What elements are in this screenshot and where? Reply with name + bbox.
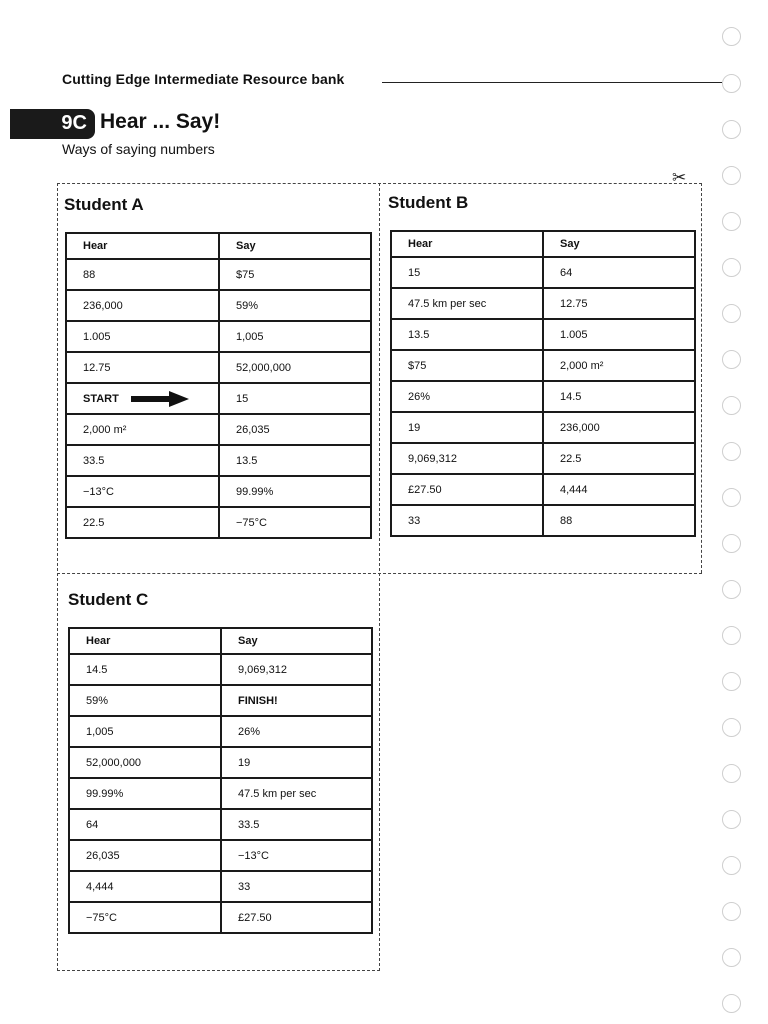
say-value: −75°C [236, 516, 268, 529]
binder-hole [722, 442, 741, 461]
table-row [69, 654, 372, 685]
hear-value: 33 [408, 514, 421, 527]
say-cell [543, 443, 695, 474]
say-cell [543, 319, 695, 350]
say-value: £27.50 [238, 911, 272, 924]
say-cell [221, 716, 372, 747]
hear-value: −13°C [83, 485, 115, 498]
binder-hole [722, 120, 741, 139]
binder-hole [722, 580, 741, 599]
hear-value: 19 [408, 421, 421, 434]
say-value: 99.99% [236, 485, 274, 498]
say-cell [219, 321, 371, 352]
say-value: 1,005 [236, 330, 264, 343]
hear-cell [391, 350, 543, 381]
hear-value: 12.75 [83, 361, 111, 374]
say-cell [219, 507, 371, 538]
say-cell [221, 654, 372, 685]
table-row [66, 445, 371, 476]
binder-hole [722, 994, 741, 1013]
say-value: 88 [560, 514, 573, 527]
hear-cell [391, 288, 543, 319]
say-value: 33 [238, 880, 251, 893]
binder-hole [722, 488, 741, 507]
binder-hole [722, 902, 741, 921]
hear-cell [66, 445, 219, 476]
table-row [66, 321, 371, 352]
say-value: 236,000 [560, 421, 600, 434]
hear-value: 59% [86, 694, 109, 707]
table-row [391, 412, 695, 443]
table-row [391, 288, 695, 319]
hear-value: 26,035 [86, 849, 120, 862]
hear-cell [69, 685, 221, 716]
say-value: 2,000 m² [560, 359, 604, 372]
say-value: 4,444 [560, 483, 588, 496]
binder-hole [722, 718, 741, 737]
say-cell [543, 412, 695, 443]
table-row [69, 778, 372, 809]
say-cell [221, 778, 372, 809]
hear-cell [391, 412, 543, 443]
hear-value: −75°C [86, 911, 118, 924]
hear-value: $75 [408, 359, 427, 372]
hear-value: 33.5 [83, 454, 105, 467]
say-value: 19 [238, 756, 251, 769]
table-row [66, 352, 371, 383]
say-value: $75 [236, 268, 255, 281]
table-row [66, 383, 371, 414]
hear-header: Hear [69, 628, 221, 654]
student-c-title: Student C [68, 590, 149, 609]
hear-cell [66, 321, 219, 352]
hear-value: 22.5 [83, 516, 105, 529]
hear-header: Hear [391, 231, 543, 257]
say-value: 26,035 [236, 423, 270, 436]
hear-value: START [83, 392, 119, 405]
hear-value: 13.5 [408, 328, 430, 341]
hear-value: 236,000 [83, 299, 123, 312]
table-row [69, 747, 372, 778]
binder-hole [722, 810, 741, 829]
hear-value: 4,444 [86, 880, 114, 893]
say-value: 59% [236, 299, 259, 312]
say-cell [219, 352, 371, 383]
table-row [69, 902, 372, 933]
hear-value: 88 [83, 268, 96, 281]
say-cell [543, 474, 695, 505]
hear-cell [66, 414, 219, 445]
hear-value: 2,000 m² [83, 423, 127, 436]
student-b-table [390, 230, 696, 537]
say-cell [221, 685, 372, 716]
binder-hole [722, 350, 741, 369]
say-cell [219, 414, 371, 445]
say-cell [219, 445, 371, 476]
cut-line-left [57, 183, 58, 971]
student-b-title: Student B [388, 193, 469, 212]
hear-cell [391, 381, 543, 412]
say-cell [221, 902, 372, 933]
hear-cell [391, 505, 543, 536]
binder-hole [722, 27, 741, 46]
cut-line-bottom [57, 970, 380, 971]
header-rule [382, 82, 722, 83]
student-c-table [68, 627, 373, 934]
table-row [69, 871, 372, 902]
table-row [391, 505, 695, 536]
scissors-icon: ✂ [672, 168, 687, 187]
say-value: 12.75 [560, 297, 588, 310]
hear-cell [391, 257, 543, 288]
say-value: 14.5 [560, 390, 582, 403]
cut-line-right-b [701, 183, 702, 573]
binder-hole [722, 212, 741, 231]
say-value: 22.5 [560, 452, 582, 465]
binder-hole [722, 764, 741, 783]
unit-number: 9C [61, 112, 87, 134]
hear-cell [69, 654, 221, 685]
unit-title: Hear ... Say! [100, 110, 221, 133]
binder-hole [722, 396, 741, 415]
hear-cell [66, 259, 219, 290]
table-row [66, 476, 371, 507]
say-value: 47.5 km per sec [238, 787, 317, 800]
say-cell [221, 871, 372, 902]
hear-value: 1,005 [86, 725, 114, 738]
hear-cell [69, 778, 221, 809]
say-value: FINISH! [238, 694, 278, 707]
say-cell [543, 288, 695, 319]
hear-cell [69, 716, 221, 747]
book-title: Cutting Edge Intermediate Resource bank [62, 71, 345, 87]
table-row [391, 474, 695, 505]
unit-badge [10, 109, 95, 139]
binder-hole [722, 856, 741, 875]
hear-cell [69, 840, 221, 871]
table-row [69, 685, 372, 716]
hear-value: 15 [408, 266, 421, 279]
say-cell [221, 747, 372, 778]
hear-value: 14.5 [86, 663, 108, 676]
say-value: 64 [560, 266, 573, 279]
table-row [391, 350, 695, 381]
binder-hole [722, 258, 741, 277]
binder-hole [722, 534, 741, 553]
say-header: Say [543, 231, 695, 257]
hear-cell [69, 871, 221, 902]
table-row [66, 414, 371, 445]
say-cell [219, 383, 371, 414]
say-cell [543, 381, 695, 412]
say-value: 13.5 [236, 454, 258, 467]
say-value: −13°C [238, 849, 270, 862]
hear-cell [69, 747, 221, 778]
student-a-title: Student A [64, 195, 144, 214]
cut-line-middle-vertical [379, 183, 380, 971]
hear-value: 1.005 [83, 330, 111, 343]
say-value: 33.5 [238, 818, 260, 831]
binder-hole [722, 304, 741, 323]
binder-hole [722, 166, 741, 185]
unit-subtitle: Ways of saying numbers [62, 141, 215, 157]
hear-cell [69, 809, 221, 840]
binder-hole [722, 948, 741, 967]
hear-value: £27.50 [408, 483, 442, 496]
say-cell [221, 809, 372, 840]
hear-cell [66, 476, 219, 507]
hear-value: 52,000,000 [86, 756, 142, 769]
hear-value: 64 [86, 818, 99, 831]
table-row [66, 507, 371, 538]
cut-line-mid-horizontal [57, 573, 702, 574]
hear-value: 26% [408, 390, 431, 403]
table-row [69, 809, 372, 840]
hear-cell [69, 902, 221, 933]
say-cell [543, 350, 695, 381]
table-row [69, 840, 372, 871]
student-a-table [65, 232, 372, 539]
say-cell [219, 476, 371, 507]
say-value: 52,000,000 [236, 361, 292, 374]
say-value: 15 [236, 392, 249, 405]
say-value: 26% [238, 725, 261, 738]
binder-hole [722, 626, 741, 645]
say-value: 9,069,312 [238, 663, 287, 676]
hear-cell [66, 352, 219, 383]
say-cell [543, 257, 695, 288]
table-row [391, 381, 695, 412]
hear-cell [391, 474, 543, 505]
table-row [391, 443, 695, 474]
say-header: Say [221, 628, 372, 654]
hear-value: 9,069,312 [408, 452, 457, 465]
hear-cell [391, 443, 543, 474]
hear-value: 99.99% [86, 787, 124, 800]
say-header: Say [219, 233, 371, 259]
right-arrow-icon [131, 391, 189, 407]
say-cell [543, 505, 695, 536]
hear-cell [391, 319, 543, 350]
hear-cell [66, 290, 219, 321]
table-row [66, 259, 371, 290]
say-cell [219, 290, 371, 321]
table-row [66, 290, 371, 321]
table-row [391, 257, 695, 288]
table-row [391, 319, 695, 350]
hear-cell [66, 507, 219, 538]
binder-hole [722, 672, 741, 691]
hear-cell [66, 383, 219, 414]
hear-value: 47.5 km per sec [408, 297, 487, 310]
say-cell [221, 840, 372, 871]
hear-header: Hear [66, 233, 219, 259]
table-row [69, 716, 372, 747]
say-value: 1.005 [560, 328, 588, 341]
say-cell [219, 259, 371, 290]
binder-hole [722, 74, 741, 93]
